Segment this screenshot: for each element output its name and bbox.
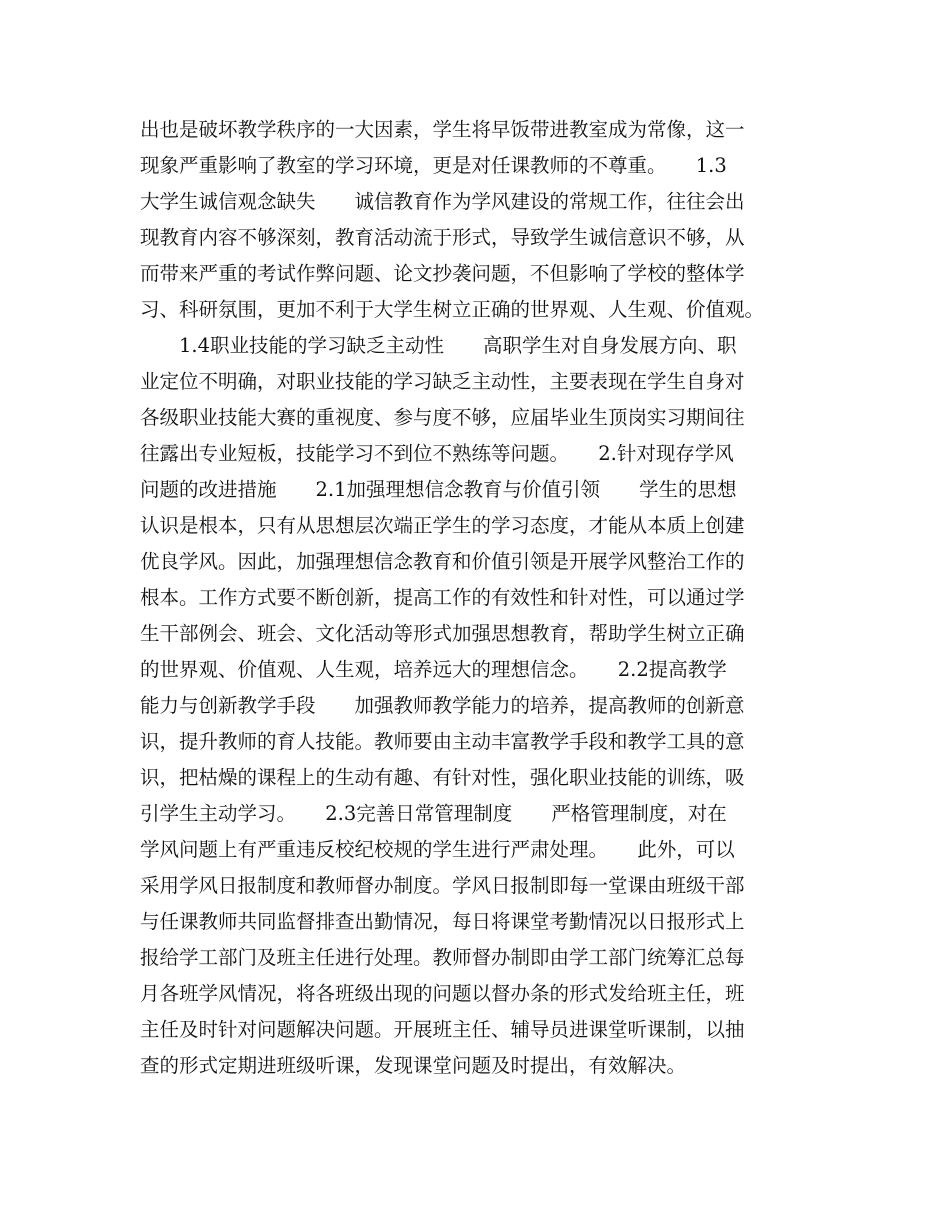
text-line: 问题的改进措施 2.1加强理想信念教育与价值引领 学生的思想 [140, 478, 737, 501]
text-line: 习、科研氛围，更加不利于大学生树立正确的世界观、人生观、价值观。 [140, 298, 765, 321]
text-line: 认识是根本，只有从思想层次端正学生的学习态度，才能从本质上创建 [140, 514, 745, 537]
text-line: 往露出专业短板，技能学习不到位不熟练等问题。 2.针对现存学风 [140, 442, 734, 465]
text-line: 大学生诚信观念缺失 诚信教育作为学风建设的常规工作，往往会出 [140, 190, 745, 213]
text-line: 1.4职业技能的学习缺乏主动性 高职学生对自身发展方向、职 [140, 334, 737, 357]
text-line: 采用学风日报制度和教师督办制度。学风日报制即每一堂课由班级干部 [140, 874, 745, 897]
text-line: 各级职业技能大赛的重视度、参与度不够，应届毕业生顶岗实习期间往 [140, 406, 745, 429]
text-line: 识，把枯燥的课程上的生动有趣、有针对性，强化职业技能的训练，吸 [140, 766, 745, 789]
text-line: 的世界观、价值观、人生观，培养远大的理想信念。 2.2提高教学 [140, 658, 727, 681]
text-line: 出也是破坏教学秩序的一大因素，学生将早饭带进教室成为常像，这一 [140, 118, 745, 141]
text-line: 引学生主动学习。 2.3完善日常管理制度 严格管理制度，对在 [140, 802, 727, 825]
text-line: 现象严重影响了教室的学习环境，更是对任课教师的不尊重。 1.3 [140, 154, 727, 177]
text-line: 识，提升教师的育人技能。教师要由主动丰富教学手段和教学工具的意 [140, 730, 745, 753]
text-line: 生干部例会、班会、文化活动等形式加强思想教育，帮助学生树立正确 [140, 622, 745, 645]
text-line: 而带来严重的考试作弊问题、论文抄袭问题，不但影响了学校的整体学 [140, 262, 745, 285]
text-line: 业定位不明确，对职业技能的学习缺乏主动性，主要表现在学生自身对 [140, 370, 745, 393]
text-line: 学风问题上有严重违反校纪校规的学生进行严肃处理。 此外，可以 [140, 838, 735, 861]
text-line: 月各班学风情况，将各班级出现的问题以督办条的形式发给班主任，班 [140, 982, 745, 1005]
body-text [140, 112, 830, 1084]
text-line: 与任课教师共同监督排查出勤情况，每日将课堂考勤情况以日报形式上 [140, 910, 745, 933]
text-line: 优良学风。因此，加强理想信念教育和价值引领是开展学风整治工作的 [140, 550, 745, 573]
text-line: 根本。工作方式要不断创新，提高工作的有效性和针对性，可以通过学 [140, 586, 745, 609]
text-line: 能力与创新教学手段 加强教师教学能力的培养，提高教师的创新意 [140, 694, 745, 717]
text-line: 查的形式定期进班级听课，发现课堂问题及时提出，有效解决。 [140, 1054, 687, 1077]
text-line: 现教育内容不够深刻，教育活动流于形式，导致学生诚信意识不够，从 [140, 226, 745, 249]
text-line: 报给学工部门及班主任进行处理。教师督办制即由学工部门统筹汇总每 [140, 946, 745, 969]
text-line: 主任及时针对问题解决问题。开展班主任、辅导员进课堂听课制，以抽 [140, 1018, 745, 1041]
